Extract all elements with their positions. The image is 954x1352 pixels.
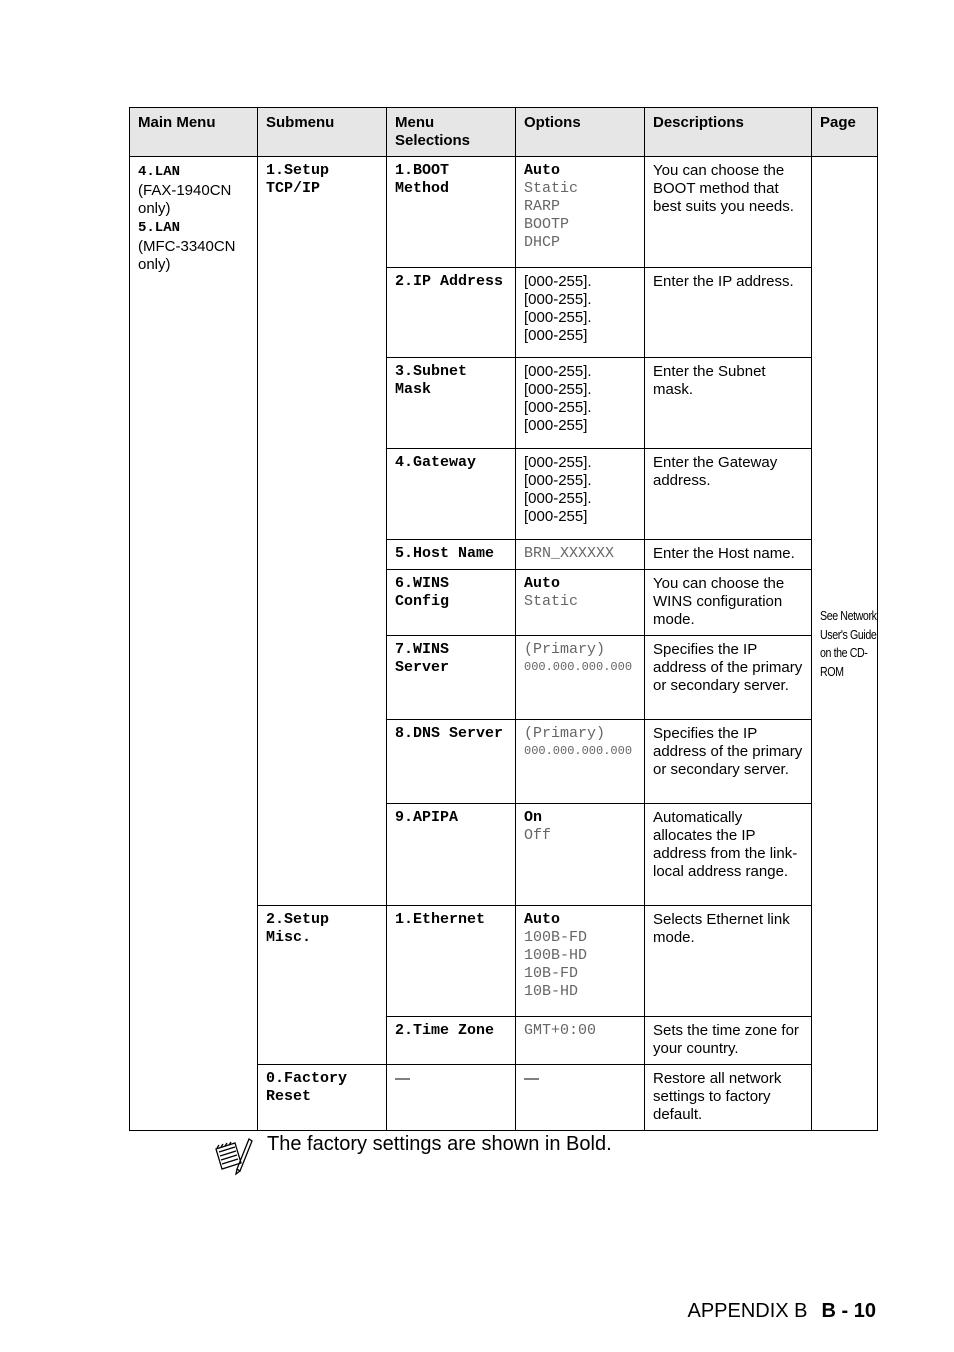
header-options: Options (516, 108, 645, 157)
options-cell (516, 1065, 645, 1131)
description-cell: Enter the Host name. (645, 540, 812, 570)
submenu-setup-misc: 2.Setup Misc. (258, 906, 387, 1065)
header-descriptions: Descriptions (645, 108, 812, 157)
option-value: BRN_XXXXXX (524, 545, 615, 562)
option-value: BOOTP (524, 216, 570, 233)
note-text: The factory settings are shown in Bold. (267, 1133, 612, 1155)
menu-selection: 4.Gateway (387, 449, 516, 540)
option-value: [000-255]. (524, 490, 592, 507)
menu-selection: 5.Host Name (387, 540, 516, 570)
options-cell (516, 540, 645, 570)
menu-selection: 2.IP Address (387, 268, 516, 358)
options-cell (516, 449, 645, 540)
option-value: [000-255]. (524, 309, 592, 326)
menu-table (129, 107, 878, 1131)
footer-page-number: B - 10 (821, 1300, 876, 1322)
footer-section: APPENDIX B (687, 1300, 808, 1322)
header-submenu: Submenu (258, 108, 387, 157)
options-cell (516, 157, 645, 268)
options-cell (516, 268, 645, 358)
options-cell (516, 1017, 645, 1065)
option-value: Off (524, 827, 552, 844)
main-menu-item-2-code: 5.LAN (138, 220, 181, 236)
option-value: [000-255]. (524, 363, 592, 380)
option-value: 10B-HD (524, 983, 579, 1000)
menu-selection: 2.Time Zone (387, 1017, 516, 1065)
description-cell: Restore all network settings to factory default. (645, 1065, 812, 1131)
submenu-setup-tcpip: 1.Setup TCP/IP (258, 157, 387, 906)
header-menu-selections: Menu Selections (387, 108, 516, 157)
description-cell: Enter the IP address. (645, 268, 812, 358)
menu-selection: 7.WINS Server (387, 636, 516, 720)
option-value: — (524, 1070, 539, 1087)
option-value: 100B-FD (524, 929, 588, 946)
option-value: [000-255]. (524, 381, 592, 398)
main-menu-cell (130, 157, 258, 1131)
option-value: [000-255]. (524, 399, 592, 416)
description-cell: You can choose the WINS configuration mode. (645, 570, 812, 636)
option-value: Auto (524, 162, 561, 179)
description-cell: Specifies the IP address of the primary or secondary server. (645, 636, 812, 720)
table-row (130, 157, 878, 268)
option-value: [000-255]. (524, 291, 592, 308)
option-value: [000-255]. (524, 454, 592, 471)
option-value: DHCP (524, 234, 561, 251)
option-value: [000-255] (524, 327, 588, 344)
header-page: Page (812, 108, 878, 157)
description-cell: Enter the Gateway address. (645, 449, 812, 540)
option-value: (Primary) (524, 725, 606, 742)
option-value: 10B-FD (524, 965, 579, 982)
menu-selection: 3.Subnet Mask (387, 358, 516, 449)
option-value: 000.000.000.000 (524, 660, 633, 674)
options-cell (516, 720, 645, 804)
menu-selection: 8.DNS Server (387, 720, 516, 804)
option-value: GMT+0:00 (524, 1022, 597, 1039)
note-pencil-icon (213, 1133, 253, 1182)
options-cell (516, 636, 645, 720)
option-value: Auto (524, 575, 561, 592)
option-value: On (524, 809, 543, 826)
table-header-row (130, 108, 878, 157)
option-value: 100B-HD (524, 947, 588, 964)
page-reference-cell (812, 157, 878, 1131)
menu-selection: 9.APIPA (387, 804, 516, 906)
options-cell (516, 570, 645, 636)
options-cell (516, 358, 645, 449)
description-cell: You can choose the BOOT method that best suits you needs. (645, 157, 812, 268)
description-cell: Automatically allocates the IP address from the link-local address range. (645, 804, 812, 906)
option-value: RARP (524, 198, 561, 215)
description-cell: Enter the Subnet mask. (645, 358, 812, 449)
menu-selection: 1.BOOT Method (387, 157, 516, 268)
option-value: Static (524, 180, 579, 197)
option-value: [000-255]. (524, 273, 592, 290)
menu-selection: 1.Ethernet (387, 906, 516, 1017)
option-value: [000-255]. (524, 472, 592, 489)
option-value: Static (524, 593, 579, 610)
options-cell (516, 804, 645, 906)
option-value: Auto (524, 911, 561, 928)
page-reference: See Network User's Guide on the CD-ROM (820, 608, 877, 679)
description-cell: Selects Ethernet link mode. (645, 906, 812, 1017)
option-value: [000-255] (524, 417, 588, 434)
header-main-menu: Main Menu (130, 108, 258, 157)
submenu-factory-reset: 0.Factory Reset (258, 1065, 387, 1131)
menu-selection: — (387, 1065, 516, 1131)
main-menu-item-1-code: 4.LAN (138, 164, 181, 180)
option-value: 000.000.000.000 (524, 744, 633, 758)
options-cell (516, 906, 645, 1017)
main-menu-item-2-note: (MFC-3340CN only) (138, 238, 236, 273)
menu-selection: 6.WINS Config (387, 570, 516, 636)
description-cell: Specifies the IP address of the primary or secondary server. (645, 720, 812, 804)
option-value: [000-255] (524, 508, 588, 525)
option-value: (Primary) (524, 641, 606, 658)
description-cell: Sets the time zone for your country. (645, 1017, 812, 1065)
page-footer (687, 1300, 876, 1323)
main-menu-item-1-note: (FAX-1940CN only) (138, 182, 232, 217)
